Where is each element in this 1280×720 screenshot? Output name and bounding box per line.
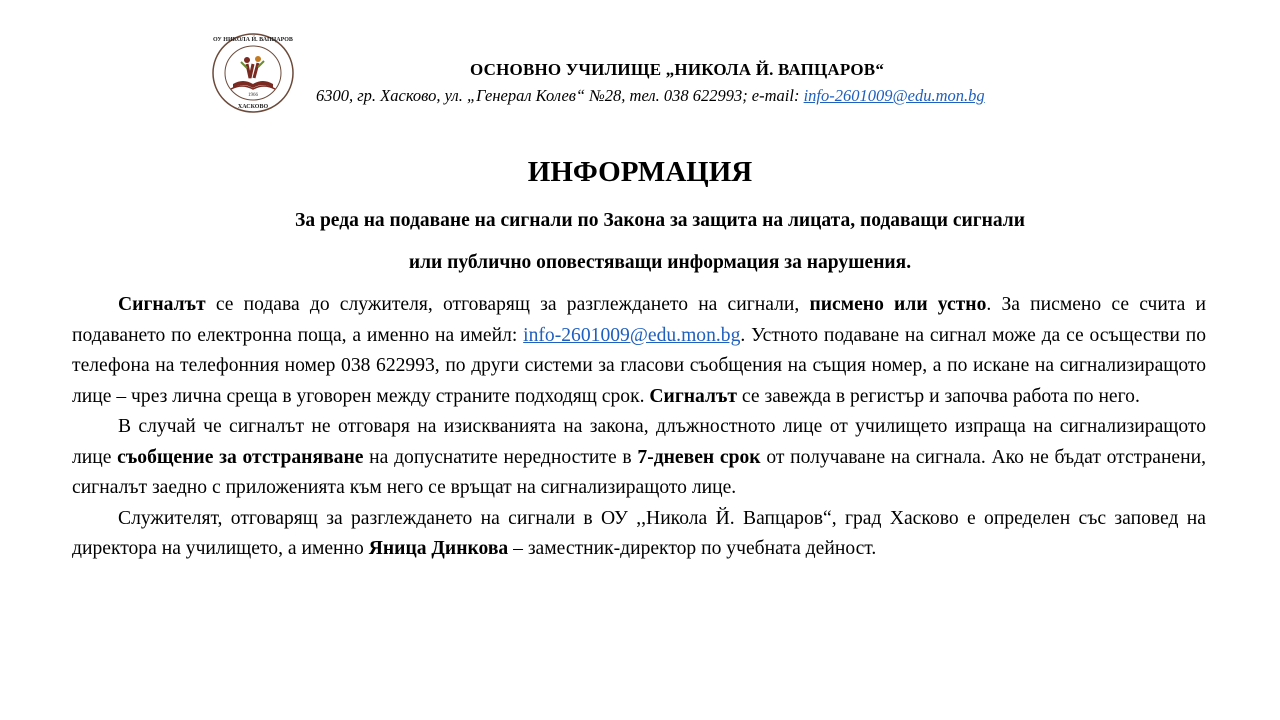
school-logo (211, 32, 295, 114)
paragraph-3 (72, 504, 1206, 565)
svg-text:ХАСКОВО: ХАСКОВО (237, 104, 269, 110)
header-email-link[interactable]: info-2601009@edu.mon.bg (803, 86, 985, 105)
subtitle-line-1: За реда на подаване на сигнали по Закона за защита на лицата, подаващи сигнали (295, 210, 1025, 231)
text: от получаване на сигнала. Ако не бъдат отстранени, сигналът заедно с приложенията към него се връщат на сигнализиращото лице. (72, 446, 1207, 498)
paragraph-2 (72, 412, 1206, 504)
text: . Устното подаване на сигнал може да се осъществи по телефона на телефонния номер 038 622993, по други системи за гласови съобщения на същия номер, а по искане на сигнализиращото лице – чрез лична среща в уговорен между страните подходящ срок. (72, 324, 1207, 407)
document-title: ИНФОРМАЦИЯ (527, 156, 753, 188)
paragraph-1 (72, 290, 1206, 412)
document-body (72, 290, 1206, 565)
school-name: ОСНОВНО УЧИЛИЩЕ „НИКОЛА Й. ВАПЦАРОВ“ (470, 60, 885, 79)
text: Служителят, отговарящ за разглеждането на сигнали в ОУ ,,Никола Й. Вапцаров“, град Хасково е определен със заповед на директора на училището, а именно (72, 507, 1206, 559)
text: се подава до служителя, отговарящ за разглеждането на сигнали, (205, 294, 810, 315)
bold-text: съобщение за отстраняване (117, 446, 364, 468)
bold-text: 7-дневен срок (637, 446, 761, 468)
address-text: 6300, гр. Хасково, ул. „Генерал Колев“ №28, тел. 038 622993; e-mail: (316, 86, 804, 105)
bold-text: Сигналът (118, 294, 206, 315)
body-email-link[interactable]: info-2601009@edu.mon.bg (523, 324, 741, 346)
bold-text: писмено или устно (809, 294, 987, 315)
text: на допуснатите нередностите в (363, 446, 638, 468)
text: В случай че сигналът не отговаря на изискванията на закона, длъжностното лице от училището изпраща на сигнализиращото лице (72, 416, 1206, 468)
text: . За писмено се счита и подаването по електронна поща, а именно на имейл: (72, 294, 1206, 346)
subtitle-line-2: или публично оповестяващи информация за нарушения. (408, 252, 912, 273)
text: – заместник-директор по учебната дейност. (508, 538, 877, 559)
text: се завежда в регистър и започва работа по него. (737, 385, 1140, 407)
bold-text: Сигналът (649, 385, 738, 407)
svg-text:ОУ НИКОЛА Й. ВАПЦАРОВ: ОУ НИКОЛА Й. ВАПЦАРОВ (213, 37, 293, 43)
svg-text:1966: 1966 (248, 93, 258, 98)
school-address (316, 86, 985, 106)
bold-text: Яница Динкова (368, 538, 509, 559)
